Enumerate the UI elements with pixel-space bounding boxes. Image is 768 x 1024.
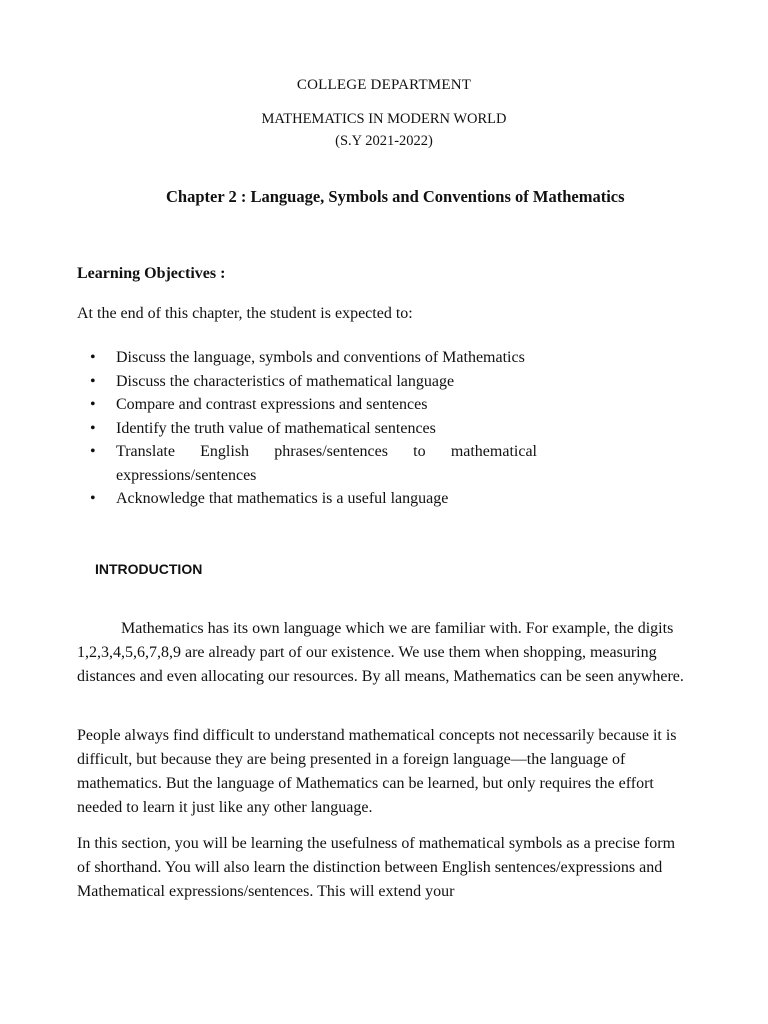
course-title: MATHEMATICS IN MODERN WORLD	[261, 111, 507, 127]
objective-text: Compare and contrast expressions and sentences	[116, 396, 428, 413]
bullet-icon: •	[90, 396, 96, 413]
objective-item	[77, 487, 537, 511]
chapter-title: Chapter 2 : Language, Symbols and Conventions of Mathematics	[166, 187, 625, 206]
objective-item	[77, 417, 537, 441]
bullet-icon: •	[90, 349, 96, 366]
objective-text: Identify the truth value of mathematical sentences	[116, 419, 436, 437]
objective-item	[77, 370, 537, 394]
introduction-paragraph: People always find difficult to understand mathematical concepts not necessarily because it is difficult, but because they are being presented in a foreign language—the language of mathematics. But the language of Mathematics can be learned, but only requires the effort needed to learn it just like any other language.	[77, 727, 677, 816]
school-year: (S.Y 2021-2022)	[335, 133, 433, 149]
objective-text: Acknowledge that mathematics is a useful language	[116, 490, 449, 507]
learning-objectives-intro: At the end of this chapter, the student is expected to:	[77, 305, 413, 322]
bullet-icon: •	[90, 419, 96, 437]
objective-text: Discuss the language, symbols and conventions of Mathematics	[116, 349, 525, 366]
introduction-paragraph: Mathematics has its own language which we are familiar with. For example, the digits 1,2,3,4,5,6,7,8,9 are already part of our existence. We use them when shopping, measuring distances and even allocating our resources. By all means, Mathematics can be seen anywhere.	[77, 620, 684, 685]
learning-objectives-heading: Learning Objectives :	[77, 265, 226, 282]
bullet-icon: •	[90, 490, 96, 507]
introduction-heading: INTRODUCTION	[95, 561, 203, 577]
objective-text: Discuss the characteristics of mathematical language	[116, 372, 455, 390]
bullet-icon: •	[90, 372, 96, 390]
objective-item	[77, 440, 537, 487]
objective-text: Translate English phrases/sentences to mathematical expressions/sentences	[116, 443, 537, 484]
department-title: COLLEGE DEPARTMENT	[296, 77, 472, 93]
objectives-list	[77, 346, 537, 511]
bullet-icon: •	[90, 443, 96, 460]
objective-item	[77, 346, 537, 370]
introduction-paragraph: In this section, you will be learning the usefulness of mathematical symbols as a precise form of shorthand. You will also learn the distinction between English sentences/expressions and Mathematical expressions/sentences. This will extend your	[77, 835, 676, 900]
objective-item	[77, 393, 537, 417]
